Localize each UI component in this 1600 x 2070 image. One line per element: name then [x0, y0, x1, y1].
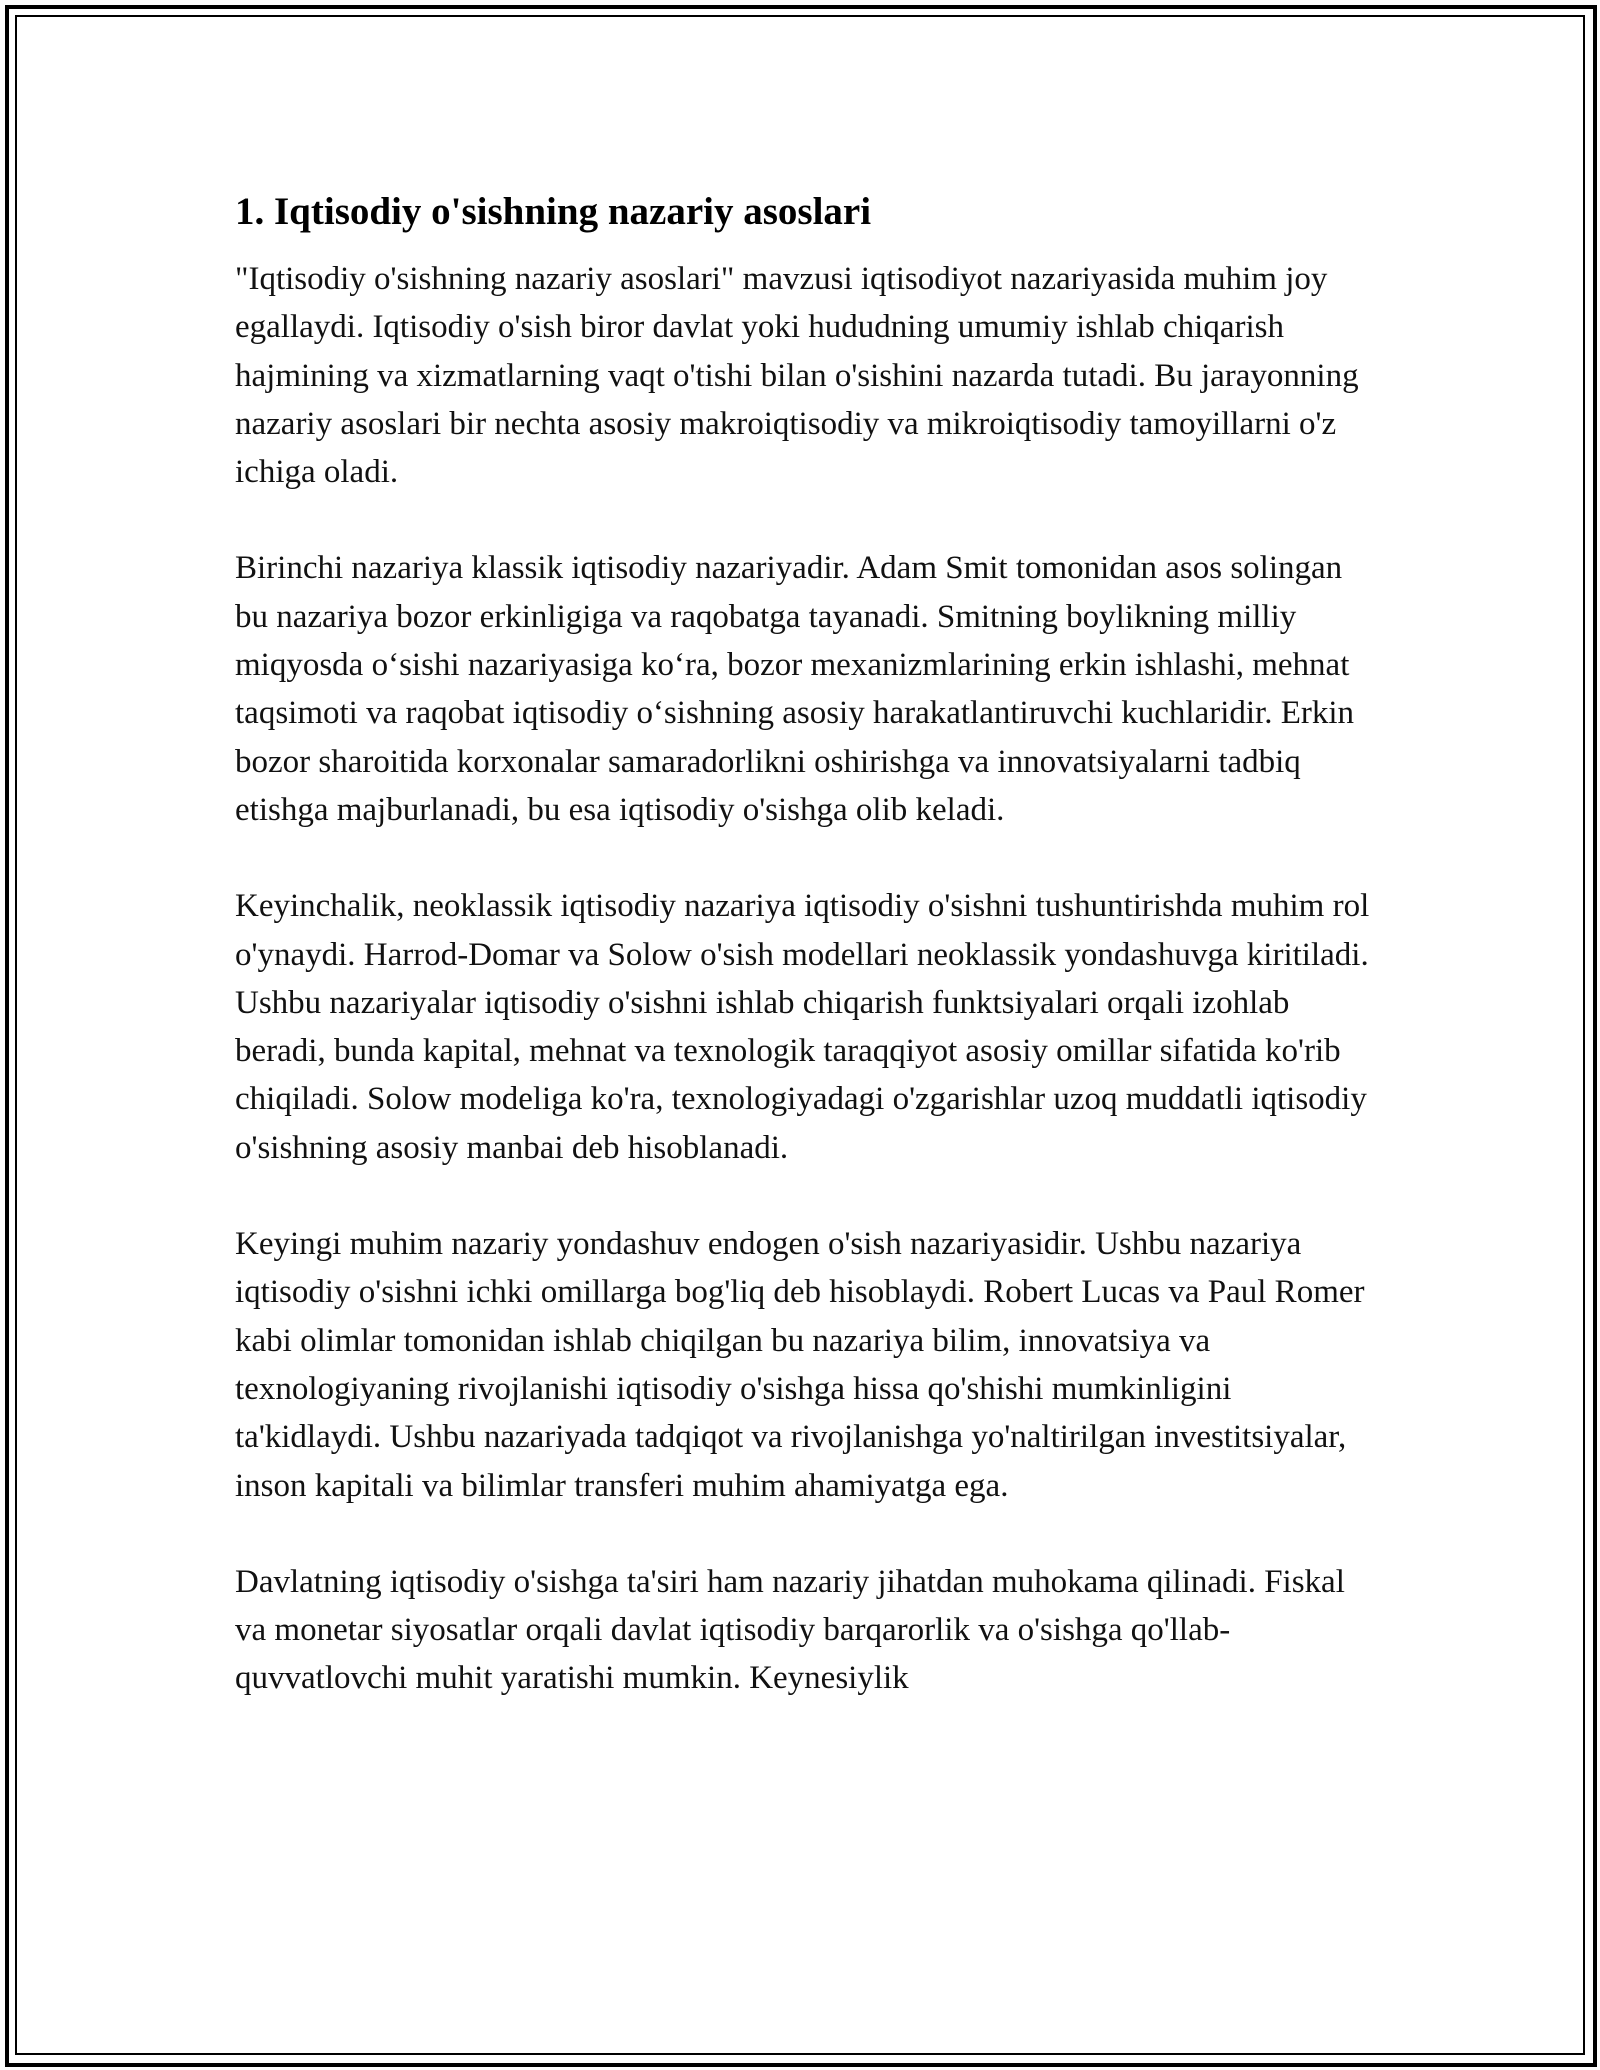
- paragraph-neoclassical-theory: Keyinchalik, neoklassik iqtisodiy nazariya iqtisodiy o'sishni tushuntirishda muhim rol o'ynaydi. Harrod-Domar va Solow o'sish modellari neoklassik yondashuvga kiritiladi. Ushbu nazariyalar iqtisodiy o'sishni ishlab chiqarish funktsiyalari orqali izohlab beradi, bunda kapital, mehnat va texnologik taraqqiyot asosiy omillar sifatida ko'rib chiqiladi. Solow modeliga ko'ra, texnologiyadagi o'zgarishlar uzoq muddatli iqtisodiy o'sishning asosiy manbai deb hisoblanadi.: [235, 888, 1370, 1166]
- paragraph-endogenous-growth: Keyingi muhim nazariy yondashuv endogen o'sish nazariyasidir. Ushbu nazariya iqtisodiy o'sishni ichki omillarga bog'liq deb hisoblaydi. Robert Lucas va Paul Romer kabi olimlar tomonidan ishlab chiqilgan bu nazariya bilim, innovatsiya va texnologiyaning rivojlanishi iqtisodiy o'sishga hissa qo'shishi mumkinligini ta'kidlaydi. Ushbu nazariyada tadqiqot va rivojlanishga yo'naltirilgan investitsiyalar, inson kapitali va bilimlar transferi muhim ahamiyatga ega.: [235, 1226, 1365, 1504]
- section-heading: 1. Iqtisodiy o'sishning nazariy asoslari: [235, 190, 872, 233]
- paragraph-intro: "Iqtisodiy o'sishning nazariy asoslari" mavzusi iqtisodiyot nazariyasida muhim joy egallaydi. Iqtisodiy o'sish biror davlat yoki hududning umumiy ishlab chiqarish hajmining va xizmatlarning vaqt o'tishi bilan o'sishini nazarda tutadi. Bu jarayonning nazariy asoslari bir nechta asosiy makroiqtisodiy va mikroiqtisodiy tamoyillarni o'z ichiga oladi.: [235, 261, 1359, 491]
- paragraph-classical-theory: Birinchi nazariya klassik iqtisodiy nazariyadir. Adam Smit tomonidan asos solingan bu nazariya bozor erkinligiga va raqobatga tayanadi. Smitning boylikning milliy miqyosda o‘sishi nazariyasiga ko‘ra, bozor mexanizmlarining erkin ishlashi, mehnat taqsimoti va raqobat iqtisodiy o‘sishning asosiy harakatlantiruvchi kuchlaridir. Erkin bozor sharoitida korxonalar samaradorlikni oshirishga va innovatsiyalarni tadbiq etishga majburlanadi, bu esa iqtisodiy o'sishga olib keladi.: [235, 550, 1355, 828]
- paragraph-state-role: Davlatning iqtisodiy o'sishga ta'siri ham nazariy jihatdan muhokama qilinadi. Fiskal va monetar siyosatlar orqali davlat iqtisodiy barqarorlik va o'sishga qo'llab-quvvatlovchi muhit yaratishi mumkin. Keynesiylik: [235, 1563, 1345, 1697]
- document-body: [235, 188, 1370, 1703]
